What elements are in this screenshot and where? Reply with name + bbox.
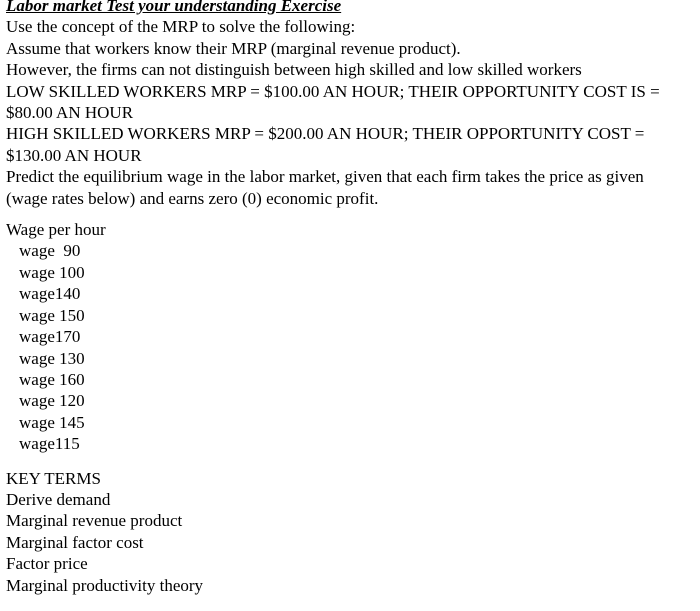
wage-list [6, 240, 694, 454]
intro-line-high-skilled-cost: $130.00 AN HOUR [6, 145, 142, 165]
wage-item: wage 90 [19, 241, 81, 261]
intro-line-profit: (wage rates below) and earns zero (0) economic profit. [6, 188, 379, 208]
intro-line-concept: Use the concept of the MRP to solve the following: [6, 17, 356, 37]
wage-item: wage 160 [19, 369, 85, 389]
wage-item: wage 120 [19, 391, 85, 411]
wage-section [6, 219, 694, 454]
document-title: Labor market Test your understanding Exercise [6, 0, 342, 15]
intro-line-assumption: Assume that workers know their MRP (marginal revenue product). [6, 38, 461, 58]
wage-item: wage 130 [19, 348, 85, 368]
wage-item: wage 100 [19, 262, 85, 282]
intro-line-firms: However, the firms can not distinguish between high skilled and low skilled workers [6, 60, 582, 80]
key-term-item: Factor price [6, 554, 88, 574]
intro-line-low-skilled-cost: $80.00 AN HOUR [6, 103, 134, 123]
intro-line-predict: Predict the equilibrium wage in the labor market, given that each firm takes the price as given [6, 167, 644, 187]
key-term-item: Derive demand [6, 489, 111, 509]
intro-line-low-skilled: LOW SKILLED WORKERS MRP = $100.00 AN HOUR; THEIR OPPORTUNITY COST IS = [6, 81, 660, 101]
key-term-item: Marginal factor cost [6, 532, 144, 552]
wage-item: wage140 [19, 284, 81, 304]
wage-item: wage 150 [19, 305, 85, 325]
key-term-item: Marginal revenue product [6, 511, 183, 531]
wage-item: wage 145 [19, 412, 85, 432]
intro-line-high-skilled: HIGH SKILLED WORKERS MRP = $200.00 AN HOUR; THEIR OPPORTUNITY COST = [6, 124, 645, 144]
wage-item: wage170 [19, 327, 81, 347]
key-terms-heading: KEY TERMS [6, 468, 101, 488]
wage-item: wage115 [19, 434, 80, 454]
wage-heading: Wage per hour [6, 220, 106, 240]
key-terms-section [6, 468, 694, 596]
key-term-item: Marginal productivity theory [6, 575, 204, 595]
question-text [6, 16, 694, 209]
